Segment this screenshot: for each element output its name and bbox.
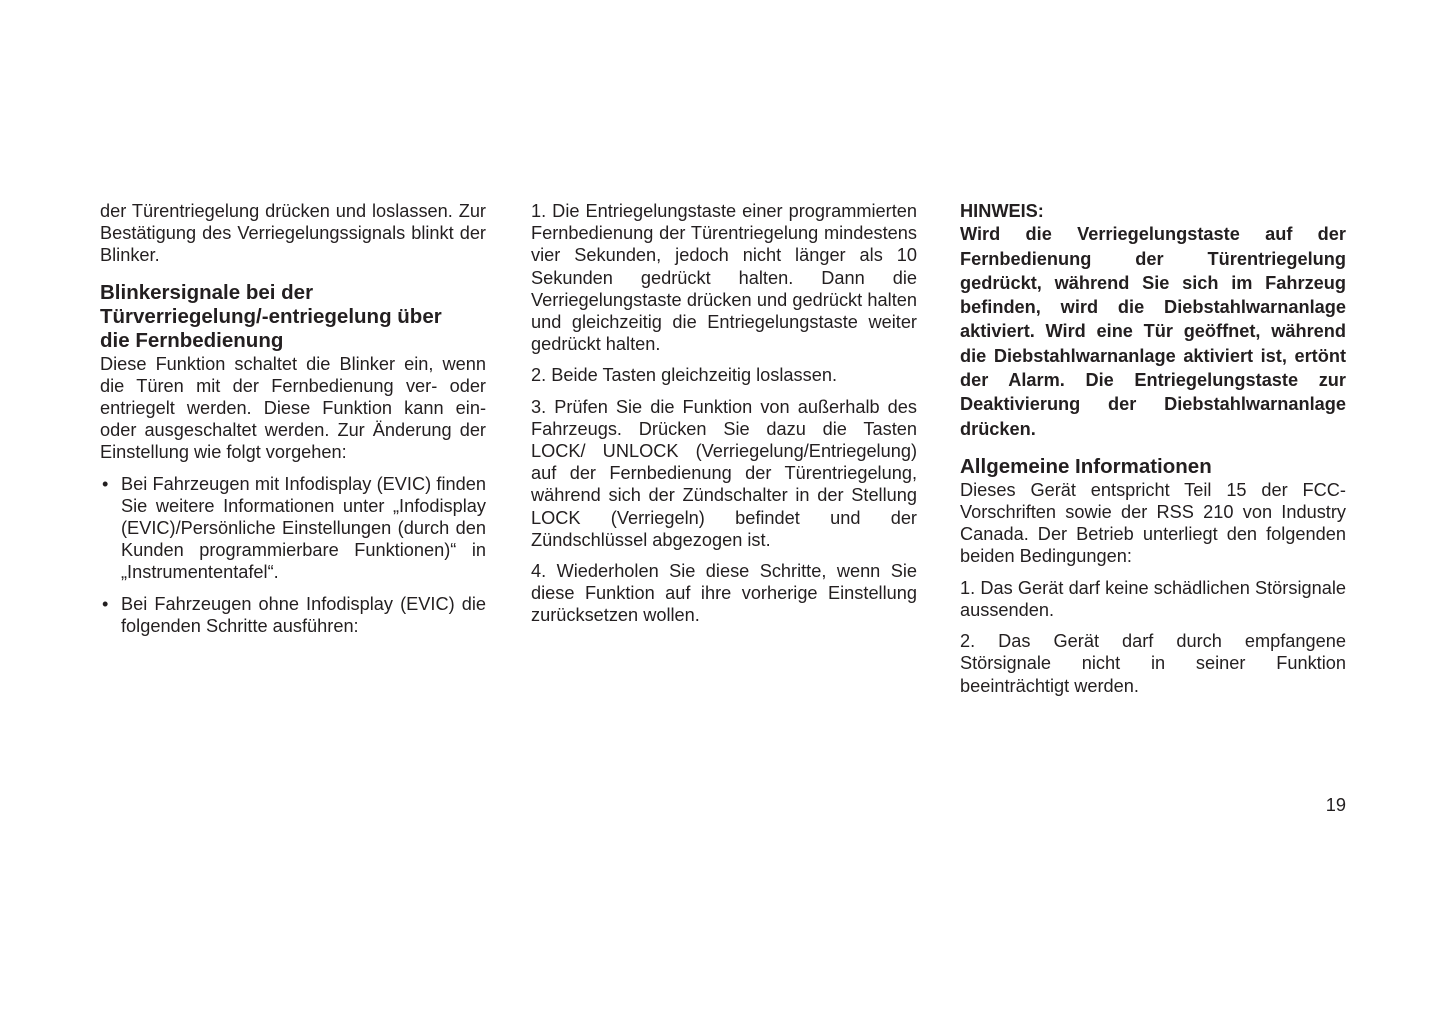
bullet-list xyxy=(100,473,486,637)
bullet-item-no-evic xyxy=(100,593,486,637)
note-label: HINWEIS: xyxy=(960,201,1044,221)
bullet-item-evic xyxy=(100,473,486,584)
bullet-icon: • xyxy=(102,593,109,614)
section-heading-blinker-signals xyxy=(100,281,486,353)
step-1: 1. Die Entriegelungstaste einer programmierten Fernbedienung der Türentriegelung mindestens vier Sekunden, jedoch nicht länger als 10 Sekunden gedrückt halten. Dann die Verriegelungstaste drücken und gedrückt halten und gleichzeitig die Entriegelungstaste weiter gedrückt halten. xyxy=(531,201,917,355)
bullet-text: Bei Fahrzeugen ohne Infodisplay (EVIC) die folgenden Schritte ausführen: xyxy=(121,593,486,636)
blinker-description-paragraph: Diese Funktion schaltet die Blinker ein, wenn die Türen mit der Fernbedienung ver- oder entriegelt werden. Diese Funktion kann ein- oder ausgeschaltet werden. Zur Änderung der Einstellung wie folgt vorgehen: xyxy=(100,353,486,463)
left-column xyxy=(100,200,486,646)
heading-line-1: Blinkersignale bei der xyxy=(100,280,314,304)
condition-1: 1. Das Gerät darf keine schädlichen Störsignale aussenden. xyxy=(960,577,1346,620)
step-3: 3. Prüfen Sie die Funktion von außerhalb des Fahrzeugs. Drücken Sie dazu die Tasten LOCK/ UNLOCK (Verriegelung/Entriegelung) auf der Fernbedienung der Türentriegelung, während sich der Zündschalter in der Stellung LOCK (Verriegeln) befindet und der Zündschlüssel abgezogen ist. xyxy=(531,396,917,550)
bullet-text: Bei Fahrzeugen mit Infodisplay (EVIC) finden Sie weitere Informationen unter „Infodisplay (EVIC)/Persönliche Einstellungen (durch den Kunden programmierbare Funktionen)“ in „Instrumententafel“. xyxy=(121,473,486,583)
fcc-compliance-paragraph: Dieses Gerät entspricht Teil 15 der FCC-Vorschriften sowie der RSS 210 von Industry Canada. Der Betrieb unterliegt den folgenden beiden Bedingungen: xyxy=(960,479,1346,567)
right-column xyxy=(960,200,1346,706)
page-number: 19 xyxy=(1325,795,1346,815)
section-heading-general-information: Allgemeine Informationen xyxy=(960,454,1212,478)
step-2: 2. Beide Tasten gleichzeitig loslassen. xyxy=(531,365,838,386)
step-4: 4. Wiederholen Sie diese Schritte, wenn Sie diese Funktion auf ihre vorherige Einstellung zurücksetzen wollen. xyxy=(531,561,917,626)
note-text: Wird die Verriegelungstaste auf der Fernbedienung der Türentriegelung gedrückt, während Sie sich im Fahrzeug befinden, wird die Diebstahlwarnanlage aktiviert. Wird eine Tür geöffnet, während die Diebstahlwarnanlage aktiviert ist, ertönt der Alarm. Die Entriegelungstaste zur Deaktivierung der Diebstahlwarnanlage drücken. xyxy=(960,224,1346,439)
condition-2: 2. Das Gerät darf durch empfangene Störsignale nicht in seiner Funktion beeinträchtigt werden. xyxy=(960,631,1346,696)
heading-line-3: die Fernbedienung xyxy=(100,328,284,352)
bullet-icon: • xyxy=(102,473,109,494)
intro-paragraph: der Türentriegelung drücken und loslassen. Zur Bestätigung des Verriegelungssignals blinkt der Blinker. xyxy=(100,201,486,266)
middle-column xyxy=(531,200,917,636)
heading-line-2: Türverriegelung/-entriegelung über xyxy=(100,304,442,328)
